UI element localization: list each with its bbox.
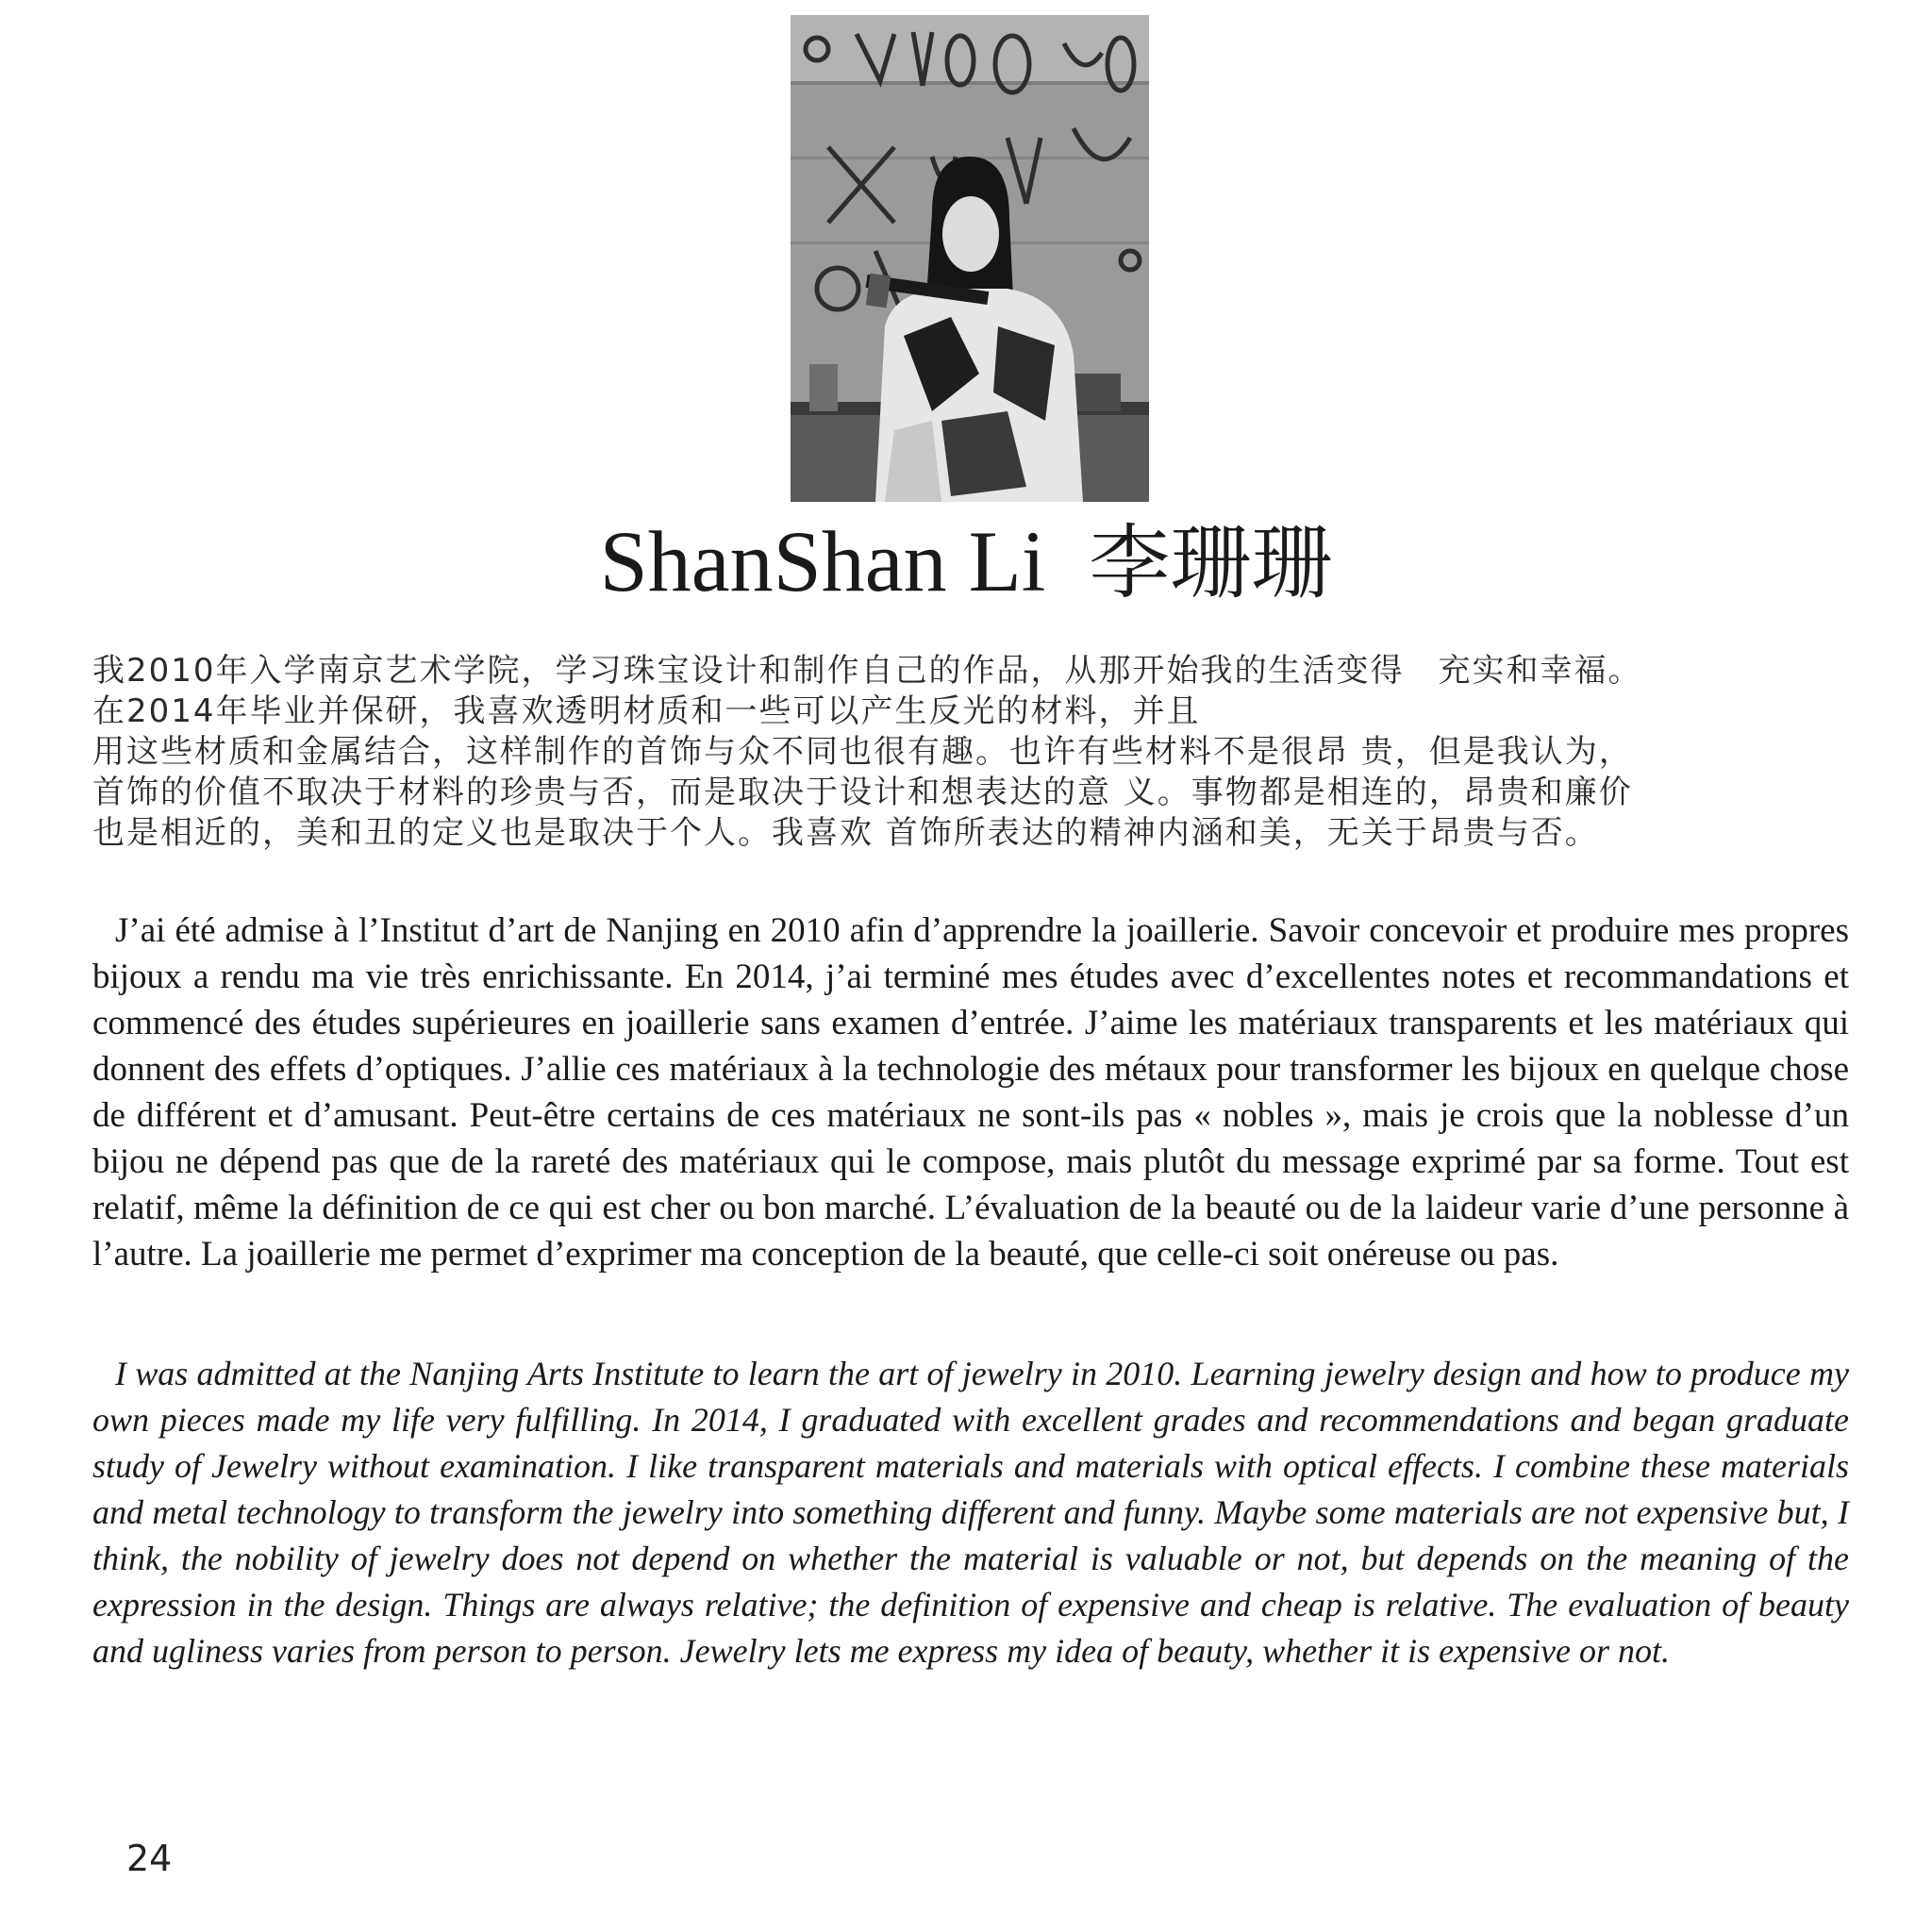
- bio-chinese-line: 首饰的价值不取决于材料的珍贵与否，而是取决于设计和想表达的意 义。事物都是相连的，昂贵和廉价: [92, 774, 1633, 811]
- page-number: 24: [126, 1838, 173, 1879]
- bio-english: I was admitted at the Nanjing Arts Institute to learn the art of jewelry in 2010. Learning jewelry design and how to produce my own pieces made my life very fulfilling. In 2014, I graduated with excellent grades and recommendations and began graduate study of Jewelry without examination. I like transparent materials and materials with optical effects. I combine these materials and metal technology to transform the jewelry into something different and funny. Maybe some materials are not expensive but, I think, the nobility of jewelry does not depend on whether the material is valuable or not, but depends on the meaning of the expression in the design. Things are always relative; the definition of expensive and cheap is relative. The evaluation of beauty and ugliness varies from person to person. Jewelry lets me express my idea of beauty, whether it is expensive or not.: [92, 1355, 1849, 1670]
- portrait-photo: [791, 15, 1149, 502]
- bio-chinese-line: 用这些材质和金属结合，这样制作的首饰与众不同也很有趣。也许有些材料不是很昂 贵，但是我认为，: [92, 733, 1633, 771]
- artist-name-chinese: 李珊珊: [1089, 516, 1333, 610]
- bio-chinese-line: 我2010年入学南京艺术学院，学习珠宝设计和制作自己的作品，从那开始我的生活变得 充实和幸福。: [92, 652, 1642, 690]
- bio-french: J’ai été admise à l’Institut d’art de Nanjing en 2010 afin d’apprendre la joaillerie. Savoir concevoir et produire mes propres bijoux a rendu ma vie très enrichissante. En 2014, j’ai terminé mes études avec d’excellentes notes et recommandations et commencé des études supérieures en joaillerie sans examen d’entrée. J’aime les matériaux transparents et les matériaux qui donnent des effets d’optiques. J’allie ces matériaux à la technologie des métaux pour transformer les bijoux en quelque chose de différent et d’amusant. Peut-être certains de ces matériaux ne sont-ils pas « nobles », mais je crois que la noblesse d’un bijou ne dépend pas que de la rareté des matériaux qui le compose, mais plutôt du message exprimé par sa forme. Tout est relatif, même la définition de ce qui est cher ou bon marché. L’évaluation de la beauté ou de la laideur varie d’une personne à l’autre. La joaillerie me permet d’exprimer ma conception de la beauté, que celle-ci soit onéreuse ou pas.: [92, 911, 1849, 1274]
- bio-chinese-line: 也是相近的，美和丑的定义也是取决于个人。我喜欢 首饰所表达的精神内涵和美，无关于昂贵与否。: [92, 814, 1599, 852]
- portrait-photo-illustration: [791, 15, 1149, 502]
- bio-chinese-line: 在2014年毕业并保研，我喜欢透明材质和一些可以产生反光的材料，并且: [92, 692, 1201, 730]
- bio-chinese: [92, 651, 1849, 854]
- artist-name-latin: ShanShan Li: [599, 513, 1046, 609]
- artist-name-heading: [0, 509, 1932, 615]
